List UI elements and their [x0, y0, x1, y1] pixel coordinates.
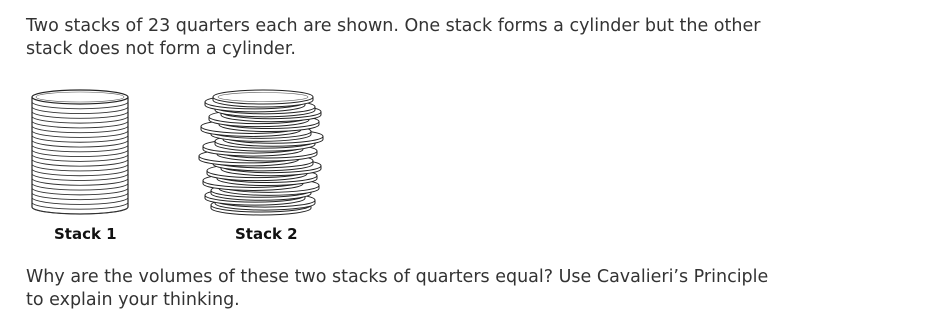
cylinder-body — [32, 97, 128, 214]
stack-2-offset — [199, 90, 323, 215]
problem-statement: Two stacks of 23 quarters each are shown. One stack forms a cylinder but the other stack does not form a cylinder. — [26, 16, 761, 59]
quarter-stacks-illustration — [24, 80, 344, 220]
stack-1-label: Stack 1 — [54, 225, 117, 243]
stack-2-label: Stack 2 — [235, 225, 298, 243]
offset-coin — [213, 90, 313, 104]
question-text: Why are the volumes of these two stacks of quarters equal? Use Cavalieri’s Principle to explain your thinking. — [26, 267, 769, 310]
quarter-stacks-figure — [24, 80, 344, 250]
stack-1-cylinder — [32, 90, 128, 214]
